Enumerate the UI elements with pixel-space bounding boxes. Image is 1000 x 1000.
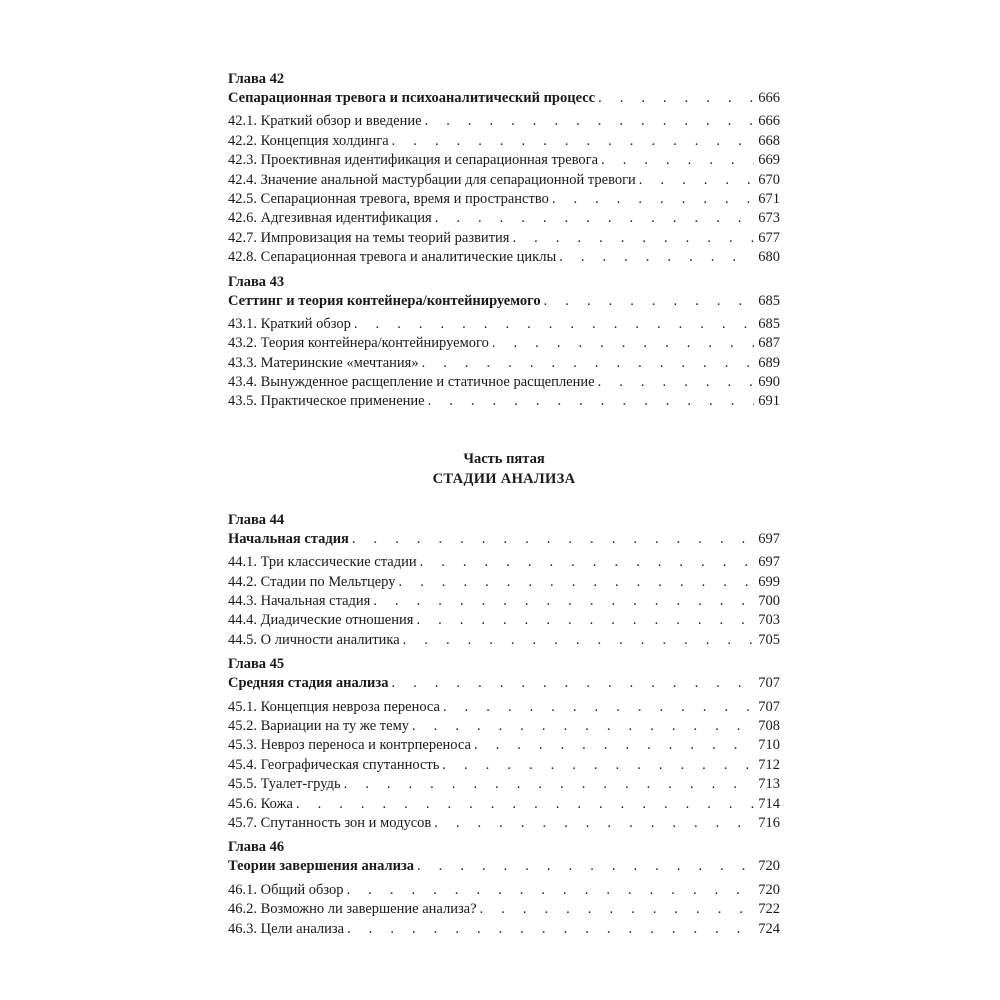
entry-title: 42.4. Значение анальной мастурбации для сепарационной тревоги <box>228 171 636 188</box>
toc-entry[interactable] <box>228 631 780 650</box>
dot-leader <box>403 631 755 650</box>
toc-entry[interactable] <box>228 920 780 939</box>
entry-title: 42.6. Адгезивная идентификация <box>228 210 432 227</box>
page-number: 691 <box>758 393 780 410</box>
dot-leader <box>391 674 754 693</box>
entry-title: 42.2. Концепция холдинга <box>228 132 389 149</box>
toc-entry[interactable] <box>228 881 780 900</box>
toc-entry[interactable] <box>228 229 780 248</box>
page-number: 673 <box>758 210 780 227</box>
page-number: 689 <box>758 354 780 371</box>
toc-entry[interactable] <box>228 190 780 209</box>
chapter-42 <box>228 70 780 268</box>
entry-title: 44.4. Диадические отношения <box>228 612 414 629</box>
page-number: 705 <box>758 631 780 648</box>
dot-leader <box>598 89 754 108</box>
page-number: 680 <box>758 249 780 266</box>
entry-title: 45.1. Концепция невроза переноса <box>228 698 440 715</box>
part-heading <box>228 450 780 489</box>
dot-leader <box>442 756 754 775</box>
entry-title: 45.3. Невроз переноса и контрпереноса <box>228 737 471 754</box>
entry-title: 43.2. Теория контейнера/контейнируемого <box>228 335 489 352</box>
entry-title: 44.3. Начальная стадия <box>228 593 371 610</box>
page-number: 700 <box>758 593 780 610</box>
dot-leader <box>347 881 755 900</box>
chapter-title-row[interactable] <box>228 292 780 311</box>
dot-leader <box>474 736 754 755</box>
dot-leader <box>422 354 755 373</box>
page-number: 690 <box>758 374 780 391</box>
page-number: 671 <box>758 190 780 207</box>
dot-leader <box>352 530 754 549</box>
part-title: СТАДИИ АНАЛИЗА <box>432 470 576 487</box>
toc-entry[interactable] <box>228 573 780 592</box>
dot-leader <box>416 611 754 630</box>
dot-leader <box>480 900 755 919</box>
dot-leader <box>420 553 755 572</box>
toc-entry[interactable] <box>228 775 780 794</box>
chapter-title-row[interactable] <box>228 89 780 108</box>
page-number: 722 <box>758 901 780 918</box>
chapter-46 <box>228 838 780 939</box>
chapter-label: Глава 46 <box>228 839 285 856</box>
dot-leader <box>347 920 754 939</box>
page-number: 708 <box>758 717 780 734</box>
dot-leader <box>425 112 755 131</box>
page-number: 714 <box>758 795 780 812</box>
entry-title: 42.7. Импровизация на темы теорий развития <box>228 229 510 246</box>
dot-leader <box>559 248 754 267</box>
page-number: 699 <box>758 573 780 590</box>
toc-entry[interactable] <box>228 698 780 717</box>
page-number: 724 <box>758 920 780 937</box>
page-number: 666 <box>758 90 780 106</box>
entry-title: 42.3. Проективная идентификация и сепарационная тревога <box>228 152 599 169</box>
entry-title: 45.4. Географическая спутанность <box>228 756 440 773</box>
toc-entry[interactable] <box>228 112 780 131</box>
toc-entry[interactable] <box>228 315 780 334</box>
entry-title: 44.2. Стадии по Мельтцеру <box>228 573 396 590</box>
page-number: 666 <box>758 113 780 130</box>
dot-leader <box>544 292 755 311</box>
part-subtitle: Часть пятая <box>463 450 545 467</box>
entry-title: 43.4. Вынужденное расщепление и статичное расщепление <box>228 374 595 391</box>
entry-title: 44.5. О личности аналитика <box>228 631 400 648</box>
toc-entry[interactable] <box>228 592 780 611</box>
chapter-label: Глава 45 <box>228 656 285 673</box>
chapter-title: Сепарационная тревога и психоаналитический процесс <box>228 90 596 106</box>
chapter-title-row[interactable] <box>228 674 780 693</box>
entry-title: 43.5. Практическое применение <box>228 393 425 410</box>
entry-title: 46.2. Возможно ли завершение анализа? <box>228 901 477 918</box>
page-number: 669 <box>758 152 780 169</box>
entry-title: 46.1. Общий обзор <box>228 881 344 898</box>
entry-title: 46.3. Цели анализа <box>228 920 345 937</box>
dot-leader <box>435 209 755 228</box>
toc-entry[interactable] <box>228 795 780 814</box>
dot-leader <box>598 373 755 392</box>
dot-leader <box>373 592 754 611</box>
page-number: 668 <box>758 132 780 149</box>
dot-leader <box>344 775 755 794</box>
dot-leader <box>639 171 754 190</box>
chapter-title: Средняя стадия анализа <box>228 675 389 692</box>
dot-leader <box>492 334 754 353</box>
entry-title: 43.1. Краткий обзор <box>228 315 351 332</box>
dot-leader <box>443 698 754 717</box>
dot-leader <box>392 132 755 151</box>
page-number: 707 <box>758 675 780 692</box>
page-number: 713 <box>758 776 780 793</box>
dot-leader <box>399 573 755 592</box>
chapter-45 <box>228 655 780 833</box>
toc-entry[interactable] <box>228 132 780 151</box>
toc-entry[interactable] <box>228 900 780 919</box>
page-number: 685 <box>758 292 780 309</box>
toc-entry[interactable] <box>228 334 780 353</box>
chapter-title: Теории завершения анализа <box>228 858 415 875</box>
entry-title: 45.2. Вариации на ту же тему <box>228 717 410 734</box>
toc-entry[interactable] <box>228 736 780 755</box>
dot-leader <box>428 392 755 411</box>
entry-title: 45.6. Кожа <box>228 795 293 812</box>
entry-title: 45.5. Туалет-грудь <box>228 776 341 793</box>
entry-title: 42.1. Краткий обзор и введение <box>228 113 422 130</box>
page-number: 710 <box>758 737 780 754</box>
toc-entry[interactable] <box>228 392 780 411</box>
toc-entry[interactable] <box>228 171 780 190</box>
page-number: 697 <box>758 530 780 547</box>
toc-entry[interactable] <box>228 209 780 228</box>
chapter-label: Глава 44 <box>228 511 285 528</box>
dot-leader <box>552 190 754 209</box>
chapter-title-row[interactable] <box>228 857 780 876</box>
page-number: 716 <box>758 814 780 831</box>
toc-entry[interactable] <box>228 717 780 736</box>
chapter-43 <box>228 273 780 412</box>
page-number: 697 <box>758 554 780 571</box>
toc-entry[interactable] <box>228 151 780 170</box>
toc-entry[interactable] <box>228 553 780 572</box>
page-number: 670 <box>758 171 780 188</box>
chapter-label: Глава 42 <box>228 71 285 87</box>
dot-leader <box>512 229 754 248</box>
dot-leader <box>434 814 754 833</box>
chapter-label: Глава 43 <box>228 273 285 290</box>
dot-leader <box>417 857 754 876</box>
entry-title: 43.3. Материнские «мечтания» <box>228 354 419 371</box>
entry-title: 42.5. Сепарационная тревога, время и пространство <box>228 190 549 207</box>
toc-entry[interactable] <box>228 354 780 373</box>
page-number: 720 <box>758 858 780 875</box>
chapter-title-row[interactable] <box>228 530 780 549</box>
page-number: 687 <box>758 335 780 352</box>
chapter-title: Сеттинг и теория контейнера/контейнируемого <box>228 292 541 309</box>
toc-entry[interactable] <box>228 756 780 775</box>
dot-leader <box>412 717 754 736</box>
entry-title: 44.1. Три классические стадии <box>228 554 417 571</box>
toc-page <box>228 70 780 939</box>
page-number: 720 <box>758 881 780 898</box>
page-number: 685 <box>758 315 780 332</box>
page-number: 707 <box>758 698 780 715</box>
toc-entry[interactable] <box>228 611 780 630</box>
dot-leader <box>601 151 754 170</box>
toc-entry[interactable] <box>228 248 780 267</box>
page-number: 677 <box>758 229 780 246</box>
page-number: 712 <box>758 756 780 773</box>
toc-entry[interactable] <box>228 373 780 392</box>
dot-leader <box>296 795 754 814</box>
entry-title: 45.7. Спутанность зон и модусов <box>228 814 432 831</box>
chapter-title: Начальная стадия <box>228 530 349 547</box>
dot-leader <box>354 315 754 334</box>
chapter-44 <box>228 511 780 650</box>
toc-entry[interactable] <box>228 814 780 833</box>
entry-title: 42.8. Сепарационная тревога и аналитические циклы <box>228 249 557 266</box>
page-number: 703 <box>758 612 780 629</box>
